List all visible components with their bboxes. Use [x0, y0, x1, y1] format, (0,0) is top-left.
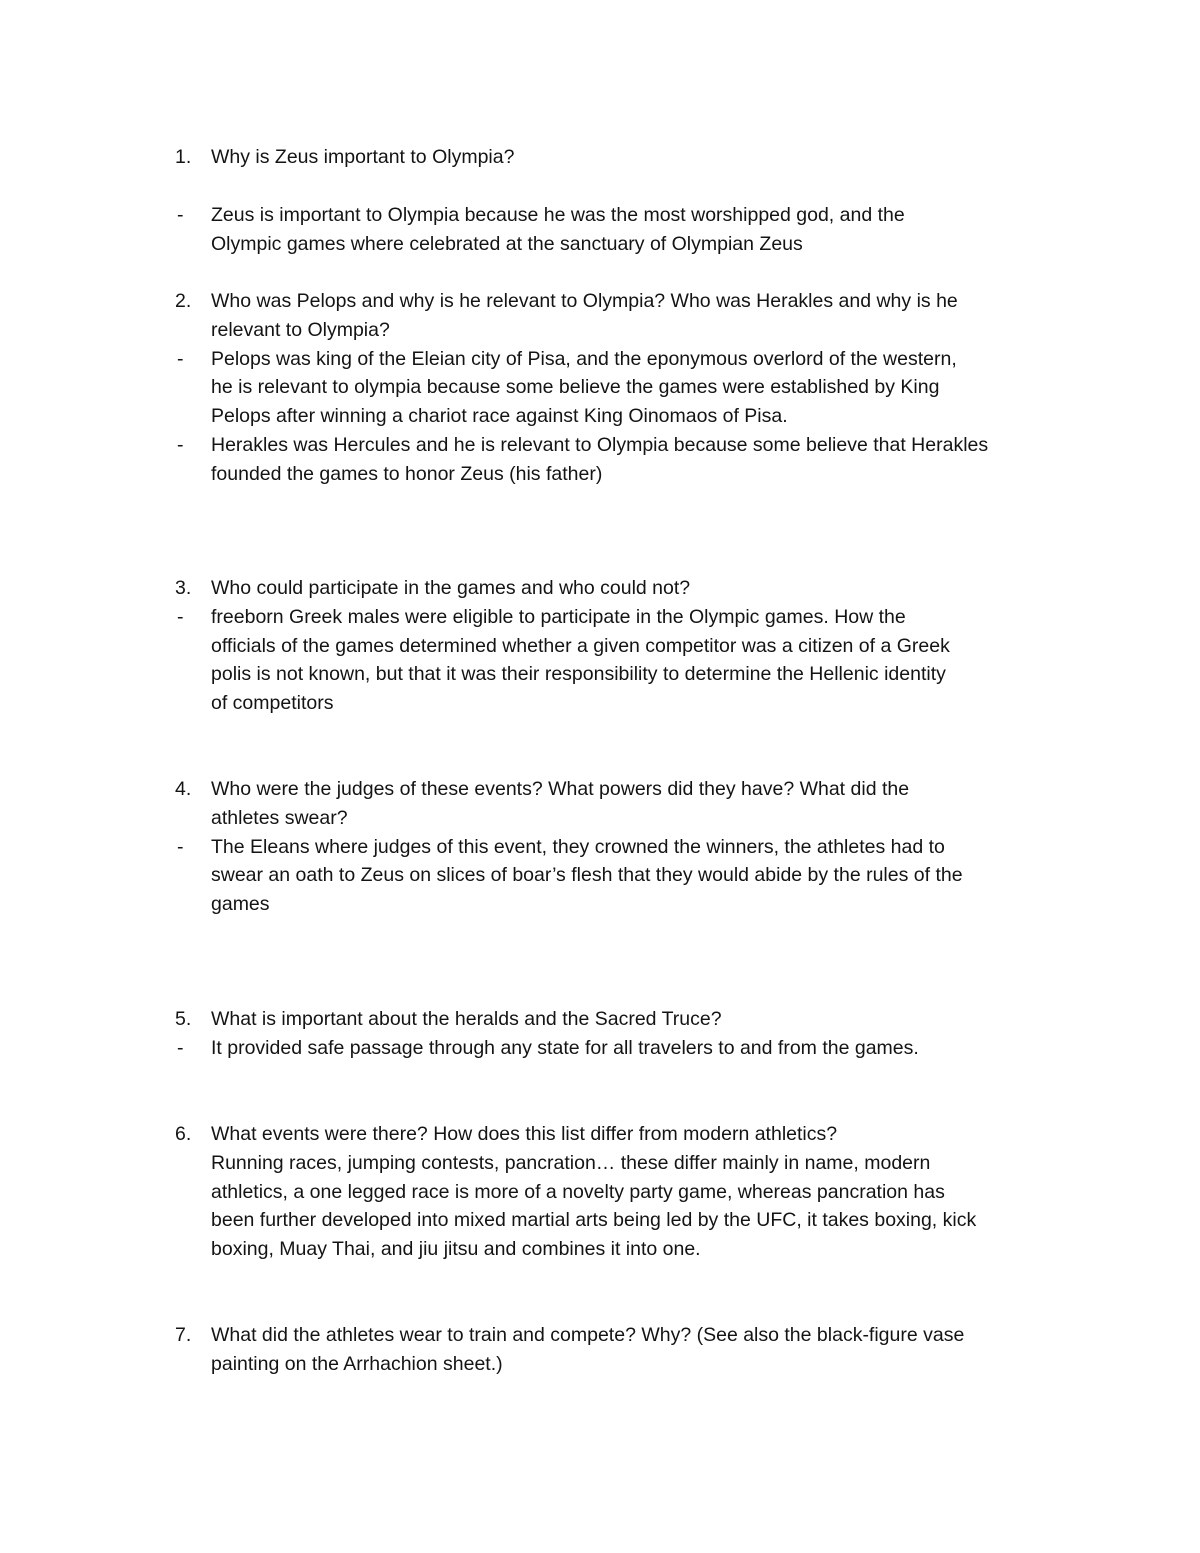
question-line: [0, 1321, 1200, 1350]
answer-line: [0, 1034, 1200, 1063]
question-6: [0, 1120, 1200, 1264]
question-line: [0, 804, 1200, 833]
question-3: [0, 574, 1200, 718]
question-line: [0, 143, 1200, 172]
question-line: [0, 775, 1200, 804]
answer-text: Pelops was king of the Eleian city of Pisa, and the eponymous overlord of the western,: [211, 347, 957, 370]
question-text: Why is Zeus important to Olympia?: [211, 146, 515, 168]
answer-line: [0, 201, 1200, 230]
question-5: [0, 1005, 1200, 1063]
answer-line: [0, 861, 1200, 890]
question-7: [0, 1321, 1200, 1379]
answer-text: been further developed into mixed martial arts being led by the UFC, it takes boxing, kick: [211, 1209, 977, 1232]
answer-line: [0, 890, 1200, 919]
question-number: 5.: [175, 1008, 192, 1030]
answer-text: Zeus is important to Olympia because he was the most worshipped god, and the: [211, 204, 905, 226]
answer-line: [0, 603, 1200, 632]
answer-text: of competitors: [211, 692, 334, 715]
bullet-dash: -: [177, 605, 184, 628]
answer-text: The Eleans where judges of this event, they crowned the winners, the athletes had to: [211, 835, 945, 858]
answer-text: officials of the games determined whether a given competitor was a citizen of a Greek: [211, 634, 950, 657]
question-4: [0, 775, 1200, 919]
answer-text: athletics, a one legged race is more of a novelty party game, whereas pancration has: [211, 1180, 945, 1203]
question-line: [0, 1350, 1200, 1379]
question-line: [0, 316, 1200, 345]
answer-line: [0, 1178, 1200, 1207]
question-number: 3.: [175, 577, 192, 599]
answer-line: [0, 833, 1200, 862]
answer-text: founded the games to honor Zeus (his father): [211, 462, 603, 485]
bullet-dash: -: [177, 347, 184, 370]
question-line: [0, 574, 1200, 603]
question-number: 2.: [175, 290, 192, 312]
question-1: [0, 143, 1200, 172]
answer-line: [0, 632, 1200, 661]
answer-line: [0, 689, 1200, 718]
answer-text: swear an oath to Zeus on slices of boar’s flesh that they would abide by the rules of the: [211, 864, 963, 887]
question-number: 4.: [175, 778, 192, 800]
answer-line: [0, 345, 1200, 374]
question-2: [0, 287, 1200, 489]
answer-line: [0, 1149, 1200, 1178]
question-text: painting on the Arrhachion sheet.): [211, 1352, 503, 1375]
answer-line: [0, 1235, 1200, 1264]
bullet-dash: -: [177, 204, 184, 226]
question-number: 7.: [175, 1324, 192, 1346]
question-text: Who were the judges of these events? What powers did they have? What did the: [211, 778, 910, 800]
answer-1-1: [0, 201, 1200, 259]
answer-line: [0, 460, 1200, 489]
question-text: athletes swear?: [211, 806, 348, 829]
answer-text: Running races, jumping contests, pancration… these differ mainly in name, modern: [211, 1151, 931, 1174]
answer-line: [0, 431, 1200, 460]
answer-line: [0, 373, 1200, 402]
answer-text: games: [211, 893, 270, 916]
question-line: [0, 287, 1200, 316]
question-text: relevant to Olympia?: [211, 318, 390, 341]
question-text: Who was Pelops and why is he relevant to Olympia? Who was Herakles and why is he: [211, 290, 958, 312]
answer-text: It provided safe passage through any state for all travelers to and from the games.: [211, 1036, 919, 1059]
answer-text: freeborn Greek males were eligible to participate in the Olympic games. How the: [211, 605, 906, 628]
answer-line: [0, 402, 1200, 431]
question-number: 1.: [175, 146, 192, 168]
answer-line: [0, 230, 1200, 259]
question-text: Who could participate in the games and who could not?: [211, 577, 691, 599]
answer-text: Herakles was Hercules and he is relevant to Olympia because some believe that Herakles: [211, 433, 989, 456]
question-line: [0, 1120, 1200, 1149]
answer-text: boxing, Muay Thai, and jiu jitsu and combines it into one.: [211, 1238, 701, 1261]
question-line: [0, 1005, 1200, 1034]
answer-text: Pelops after winning a chariot race against King Oinomaos of Pisa.: [211, 405, 788, 428]
bullet-dash: -: [177, 433, 184, 456]
question-text: What is important about the heralds and the Sacred Truce?: [211, 1008, 722, 1030]
question-text: What events were there? How does this list differ from modern athletics?: [211, 1123, 838, 1145]
question-text: What did the athletes wear to train and compete? Why? (See also the black-figure vase: [211, 1324, 965, 1346]
answer-line: [0, 660, 1200, 689]
question-number: 6.: [175, 1123, 192, 1145]
answer-text: Olympic games where celebrated at the sanctuary of Olympian Zeus: [211, 232, 803, 255]
answer-line: [0, 1206, 1200, 1235]
bullet-dash: -: [177, 835, 184, 858]
answer-text: he is relevant to olympia because some believe the games were established by King: [211, 376, 940, 399]
answer-text: polis is not known, but that it was their responsibility to determine the Hellenic identity: [211, 663, 946, 686]
bullet-dash: -: [177, 1036, 184, 1059]
